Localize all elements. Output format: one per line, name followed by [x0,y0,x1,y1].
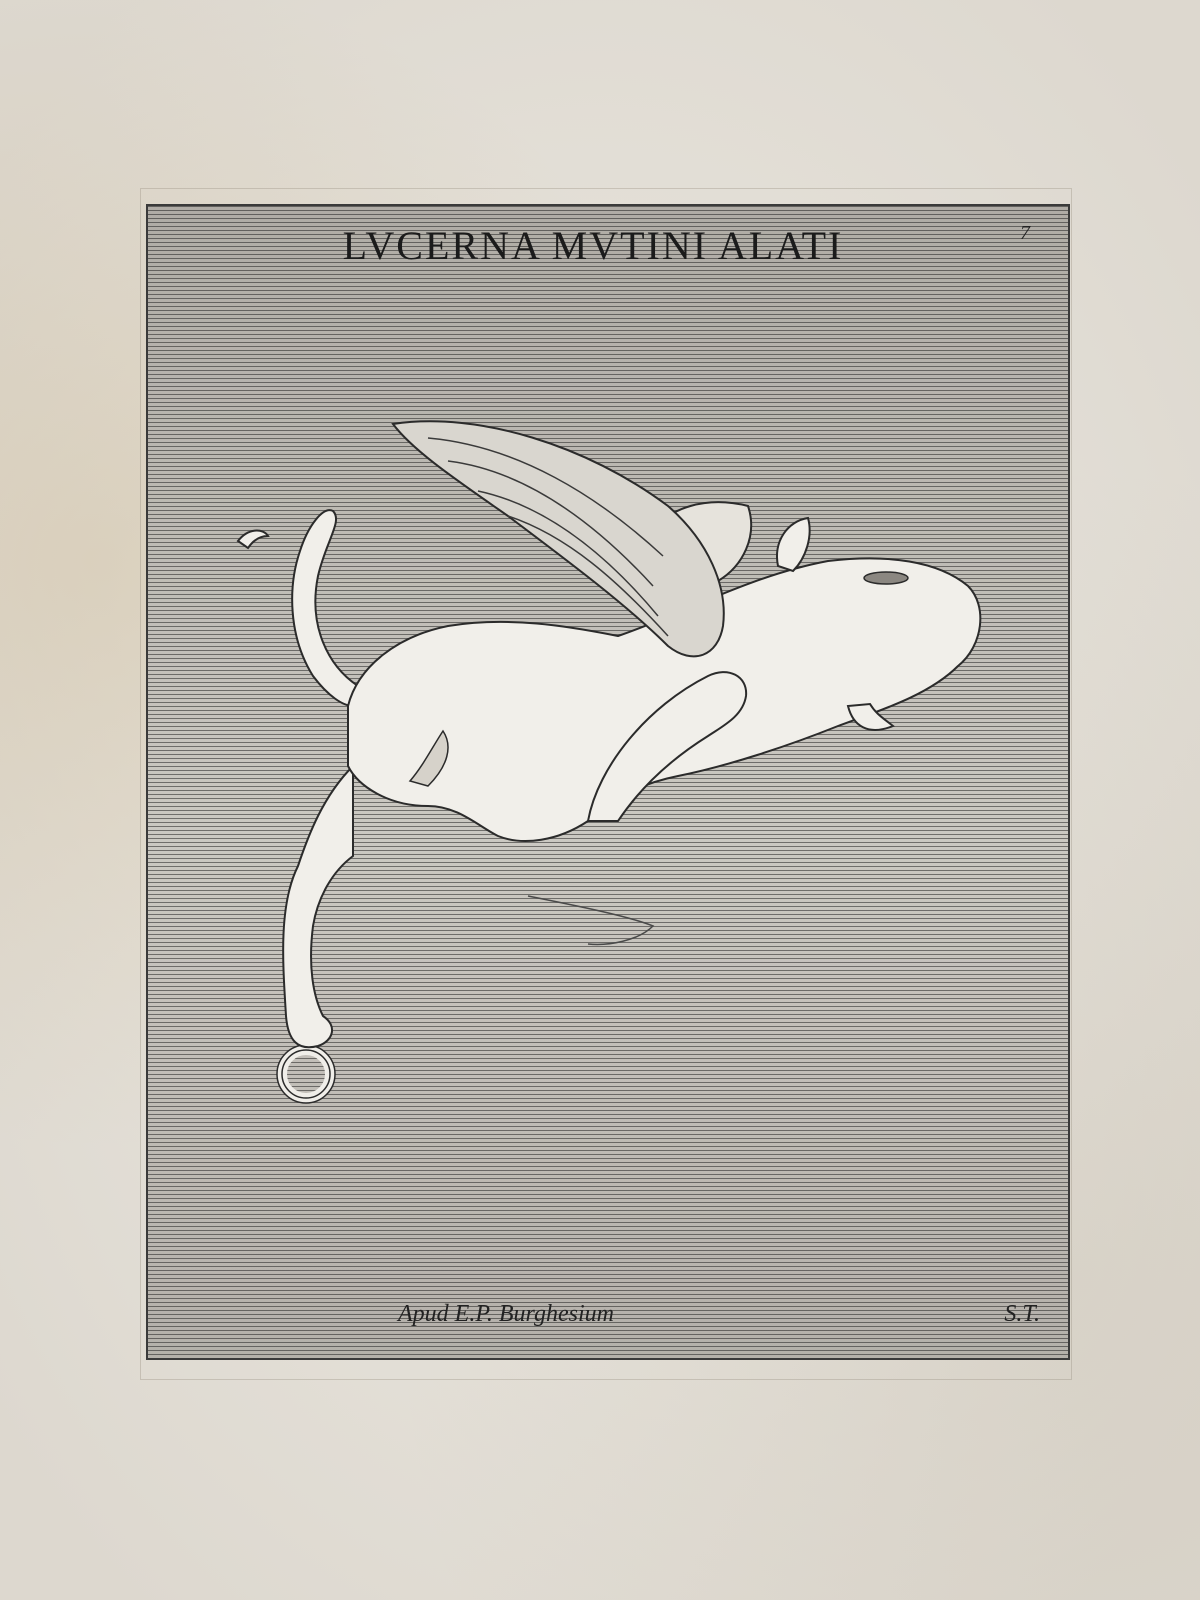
plate-title: LVCERNA MVTINI ALATI [342,223,844,268]
tail [292,510,358,706]
engraver-signature: S.T. [1004,1301,1040,1327]
hind-leg [283,766,353,1047]
shadow-mark [528,896,653,944]
engraved-plate [146,204,1070,1360]
winged-lamp-engraving [148,206,1068,1358]
plate-number: 7 [1020,222,1030,244]
lamp-oil-hole [864,572,908,584]
imprint-line: Apud E.P. Burghesium [398,1301,614,1327]
ear [777,518,810,571]
